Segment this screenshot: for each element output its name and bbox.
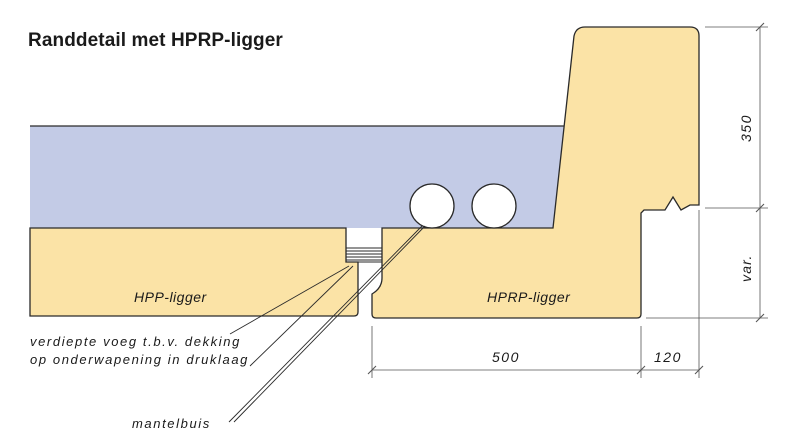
dimension-width-500: 500 — [492, 349, 520, 365]
pipe-circle-left — [410, 184, 454, 228]
diagram-title: Randdetail met HPRP-ligger — [28, 30, 283, 51]
hpp-ligger-label: HPP-ligger — [134, 289, 207, 305]
dimension-height-350: 350 — [738, 114, 754, 142]
pipe-circle-right — [472, 184, 516, 228]
note-line-1: verdiepte voeg t.b.v. dekking — [30, 334, 241, 349]
note-line-2: op onderwapening in druklaag — [30, 352, 249, 367]
dimension-width-120: 120 — [654, 349, 682, 365]
dimension-height-var: var. — [738, 254, 754, 282]
hprp-ligger-label: HPRP-ligger — [487, 289, 571, 305]
mantelbuis-hatch — [346, 228, 382, 262]
mantelbuis-label: mantelbuis — [132, 416, 211, 431]
